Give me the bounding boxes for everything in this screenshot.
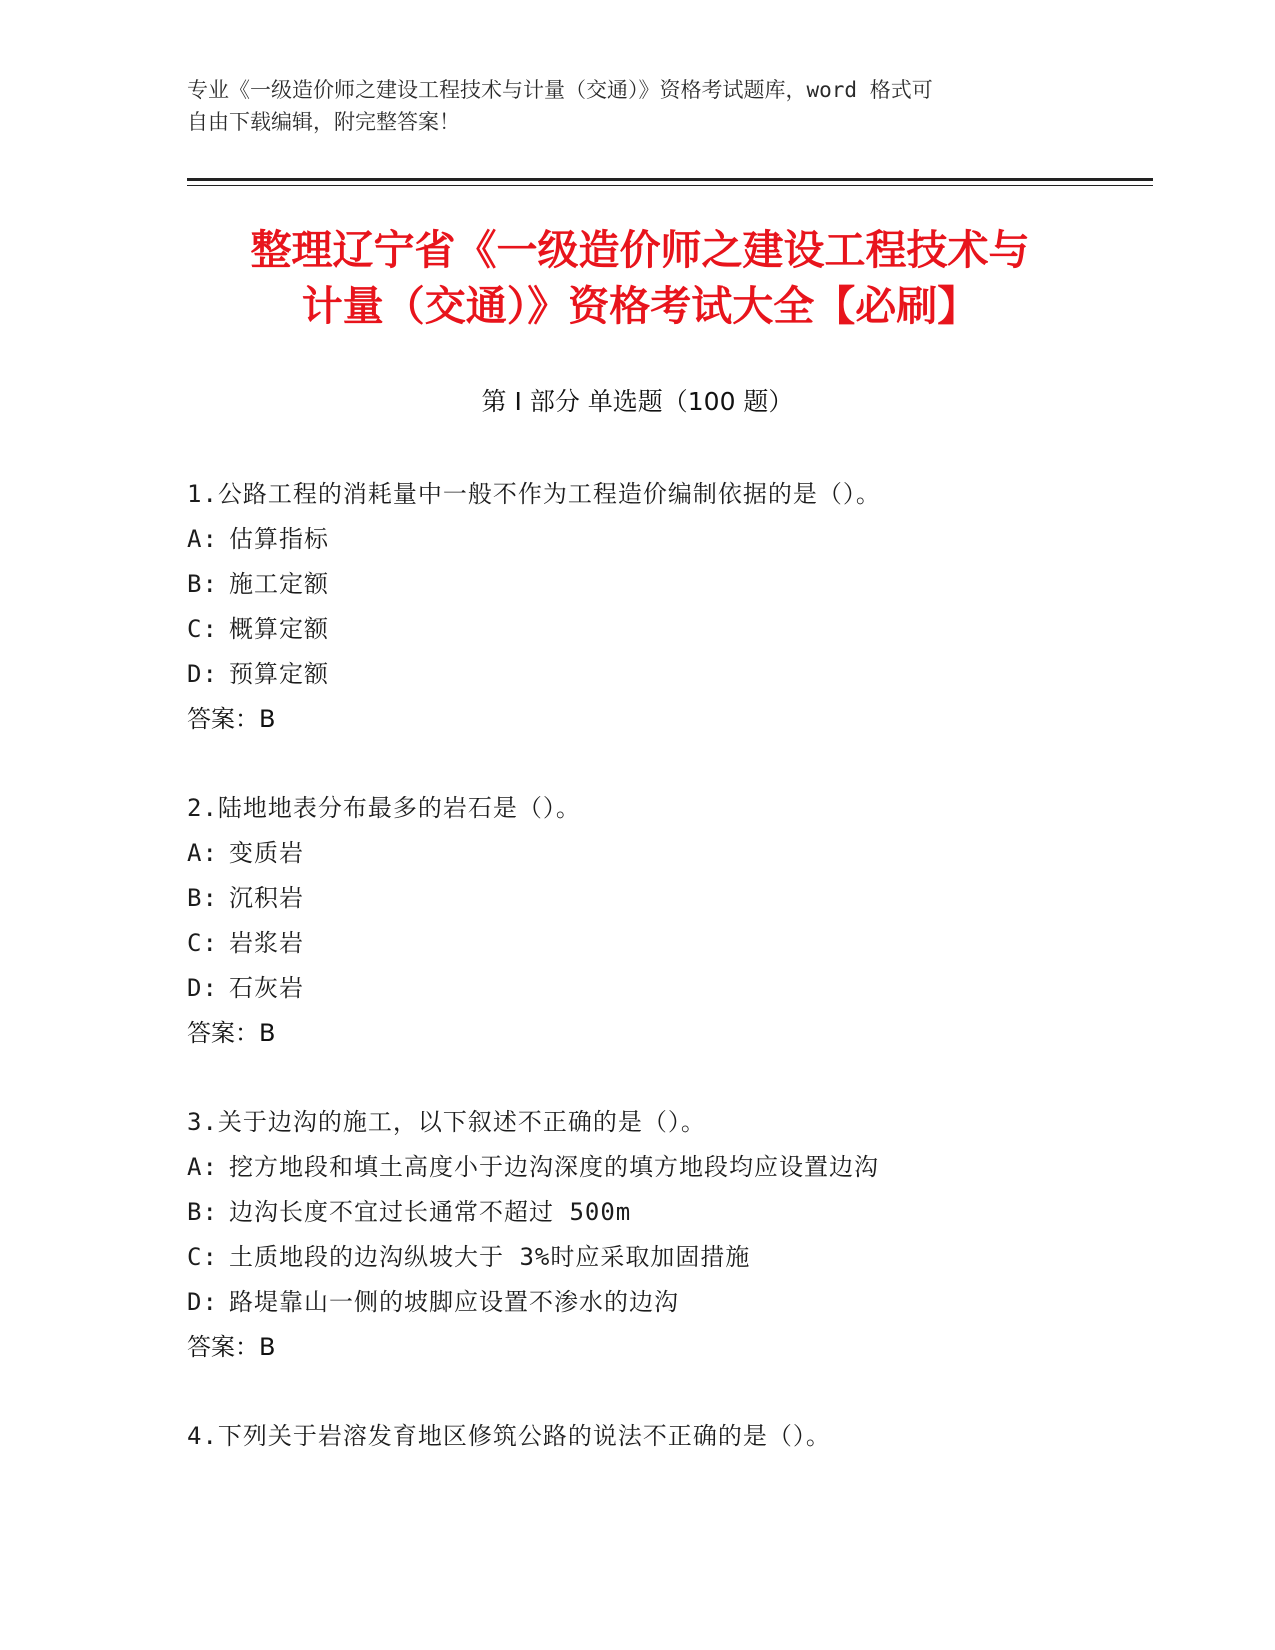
option-d: [187, 652, 1147, 697]
option-c: [187, 607, 1147, 652]
option-c: [187, 1235, 1147, 1280]
header-divider-thin: [187, 185, 1153, 186]
option-a: [187, 517, 1147, 562]
option-text: 估算指标: [229, 525, 329, 553]
option-text: 沉积岩: [229, 884, 304, 912]
option-text: 概算定额: [229, 615, 329, 643]
question-stem: 3.关于边沟的施工，以下叙述不正确的是（）。: [187, 1108, 706, 1136]
option-key: A:: [187, 1153, 218, 1181]
question-2: [187, 786, 1147, 1056]
question-4: [187, 1414, 1147, 1459]
option-b: [187, 562, 1147, 607]
option-text: 岩浆岩: [229, 929, 304, 957]
option-key: B:: [187, 1198, 218, 1226]
option-text: 路堤靠山一侧的坡脚应设置不渗水的边沟: [229, 1288, 679, 1316]
option-key: D:: [187, 974, 218, 1002]
header-note-line-1: 专业《一级造价师之建设工程技术与计量（交通）》资格考试题库，word 格式可: [187, 78, 933, 102]
option-text: 边沟长度不宜过长通常不超过 500m: [229, 1198, 632, 1226]
option-d: [187, 1280, 1147, 1325]
header-divider-thick: [187, 178, 1153, 181]
option-key: A:: [187, 525, 218, 553]
option-key: A:: [187, 839, 218, 867]
question-1: [187, 472, 1147, 742]
question-list: [187, 472, 1147, 1503]
option-text: 土质地段的边沟纵坡大于 3%时应采取加固措施: [229, 1243, 751, 1271]
answer: 答案：B: [187, 1333, 276, 1361]
option-key: D:: [187, 660, 218, 688]
option-a: [187, 831, 1147, 876]
option-key: C:: [187, 615, 218, 643]
option-b: [187, 1190, 1147, 1235]
document-title-line-2: 计量（交通）》资格考试大全【必刷】: [301, 282, 979, 330]
document-title: [150, 222, 1130, 334]
option-text: 预算定额: [229, 660, 329, 688]
option-text: 变质岩: [229, 839, 304, 867]
option-text: 施工定额: [229, 570, 329, 598]
option-text: 石灰岩: [229, 974, 304, 1002]
question-stem: 2.陆地地表分布最多的岩石是（）。: [187, 794, 581, 822]
option-b: [187, 876, 1147, 921]
option-a: [187, 1145, 1147, 1190]
option-text: 挖方地段和填土高度小于边沟深度的填方地段均应设置边沟: [229, 1153, 879, 1181]
option-key: B:: [187, 570, 218, 598]
answer: 答案：B: [187, 705, 276, 733]
document-title-line-1: 整理辽宁省《一级造价师之建设工程技术与: [250, 226, 1030, 274]
option-key: C:: [187, 929, 218, 957]
option-key: B:: [187, 884, 218, 912]
option-d: [187, 966, 1147, 1011]
header-note: [187, 74, 1067, 138]
question-3: [187, 1100, 1147, 1370]
section-heading: 第 I 部分 单选题（100 题）: [481, 387, 794, 416]
option-key: C:: [187, 1243, 218, 1271]
question-stem: 4.下列关于岩溶发育地区修筑公路的说法不正确的是（）。: [187, 1422, 831, 1450]
answer: 答案：B: [187, 1019, 276, 1047]
option-key: D:: [187, 1288, 218, 1316]
option-c: [187, 921, 1147, 966]
header-note-line-2: 自由下载编辑，附完整答案！: [187, 110, 460, 134]
question-stem: 1.公路工程的消耗量中一般不作为工程造价编制依据的是（）。: [187, 480, 881, 508]
